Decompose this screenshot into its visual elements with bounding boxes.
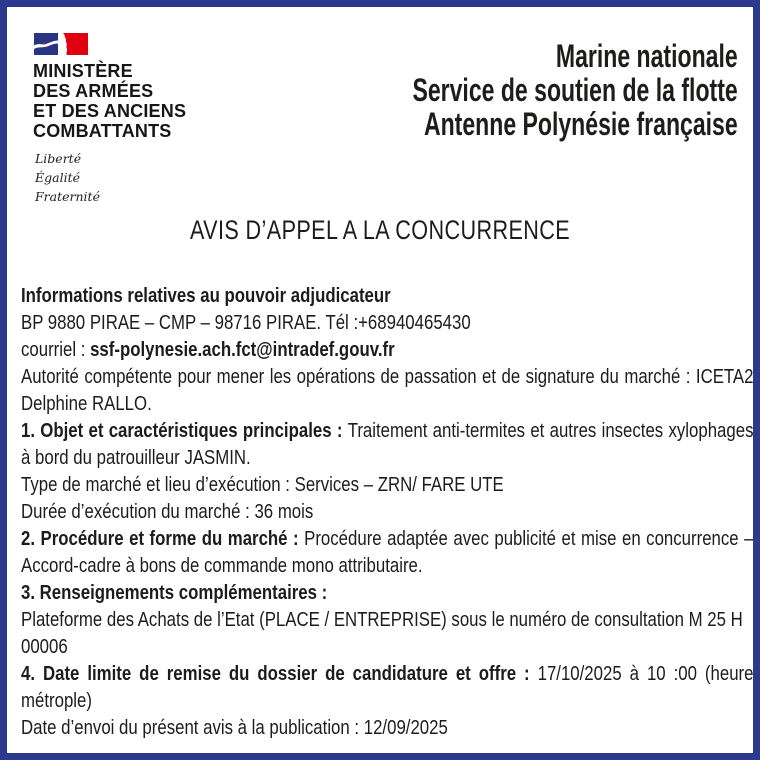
paragraph-text-segment: Traitement anti-termites et autres insectes xylophages à bord du patrouilleur JASMIN. bbox=[21, 420, 754, 469]
notice-paragraph bbox=[21, 499, 753, 526]
notice-paragraph bbox=[21, 580, 753, 607]
french-flag-logo-icon bbox=[33, 33, 186, 55]
paragraph-text-segment: 17/10/2025 à 10 :00 (heure métrople) bbox=[21, 663, 754, 712]
paragraph-bold-segment: 2. Procédure et forme du marché : bbox=[21, 528, 305, 550]
ministry-line: MINISTÈRE bbox=[33, 61, 133, 81]
notice-paragraph bbox=[21, 364, 753, 418]
motto-line: Égalité bbox=[35, 170, 80, 185]
paragraph-text-segment: courriel : bbox=[21, 339, 91, 361]
paragraph-text-segment: Procédure adaptée avec publicité et mise en concurrence – Accord-cadre à bons de commande mono attributaire. bbox=[21, 528, 754, 577]
notice-paragraph bbox=[21, 472, 753, 499]
paragraph-text-segment: BP 9880 PIRAE – CMP – 98716 PIRAE. Tél :+68940465430 bbox=[21, 312, 471, 334]
org-header-line: Antenne Polynésie française bbox=[424, 106, 738, 142]
paragraph-bold-segment: Informations relatives au pouvoir adjudicateur bbox=[21, 285, 391, 307]
notice-paragraph bbox=[21, 418, 753, 472]
notice-paragraph bbox=[21, 337, 753, 364]
motto-line: Liberté bbox=[35, 151, 82, 166]
notice-paragraph bbox=[21, 661, 753, 715]
paragraph-text-segment: Date d’envoi du présent avis à la publication : 12/09/2025 bbox=[21, 717, 448, 739]
paragraph-bold-segment: ssf-polynesie.ach.fct@intradef.gouv.fr bbox=[90, 339, 395, 361]
ministry-name bbox=[33, 61, 186, 141]
paragraph-text-segment: Plateforme des Achats de l’Etat (PLACE / ENTREPRISE) sous le numéro de consultation M 25 H 00006 bbox=[21, 609, 743, 658]
notice-paragraph bbox=[21, 526, 753, 580]
ministry-line: DES ARMÉES bbox=[33, 81, 154, 101]
notice-paragraph bbox=[21, 283, 753, 310]
notice-paragraph bbox=[21, 715, 753, 742]
org-header-line: Service de soutien de la flotte bbox=[412, 72, 738, 108]
paragraph-bold-segment: 3. Renseignements complémentaires : bbox=[21, 582, 328, 604]
republic-motto bbox=[33, 149, 186, 206]
org-header bbox=[413, 39, 738, 141]
ministry-line: COMBATTANTS bbox=[33, 121, 172, 141]
paragraph-text-segment: Durée d’exécution du marché : 36 mois bbox=[21, 501, 314, 523]
gov-logo bbox=[33, 33, 186, 206]
ministry-line: ET DES ANCIENS bbox=[33, 101, 187, 121]
page-title: AVIS D’APPEL A LA CONCURRENCE bbox=[189, 215, 571, 245]
paragraph-text-segment: Autorité compétente pour mener les opérations de passation et de signature du marché : ICETA2 Delphine RALLO. bbox=[21, 366, 754, 415]
paragraph-bold-segment: 4. Date limite de remise du dossier de candidature et offre : bbox=[21, 663, 538, 685]
org-header-line: Marine nationale bbox=[556, 38, 738, 74]
notice-body bbox=[21, 283, 753, 742]
motto-line: Fraternité bbox=[35, 189, 100, 204]
paragraph-text-segment: Type de marché et lieu d’exécution : Services – ZRN/ FARE UTE bbox=[21, 474, 504, 496]
paragraph-bold-segment: 1. Objet et caractéristiques principales : bbox=[21, 420, 348, 442]
notice-paragraph bbox=[21, 607, 753, 661]
notice-paragraph bbox=[21, 310, 753, 337]
